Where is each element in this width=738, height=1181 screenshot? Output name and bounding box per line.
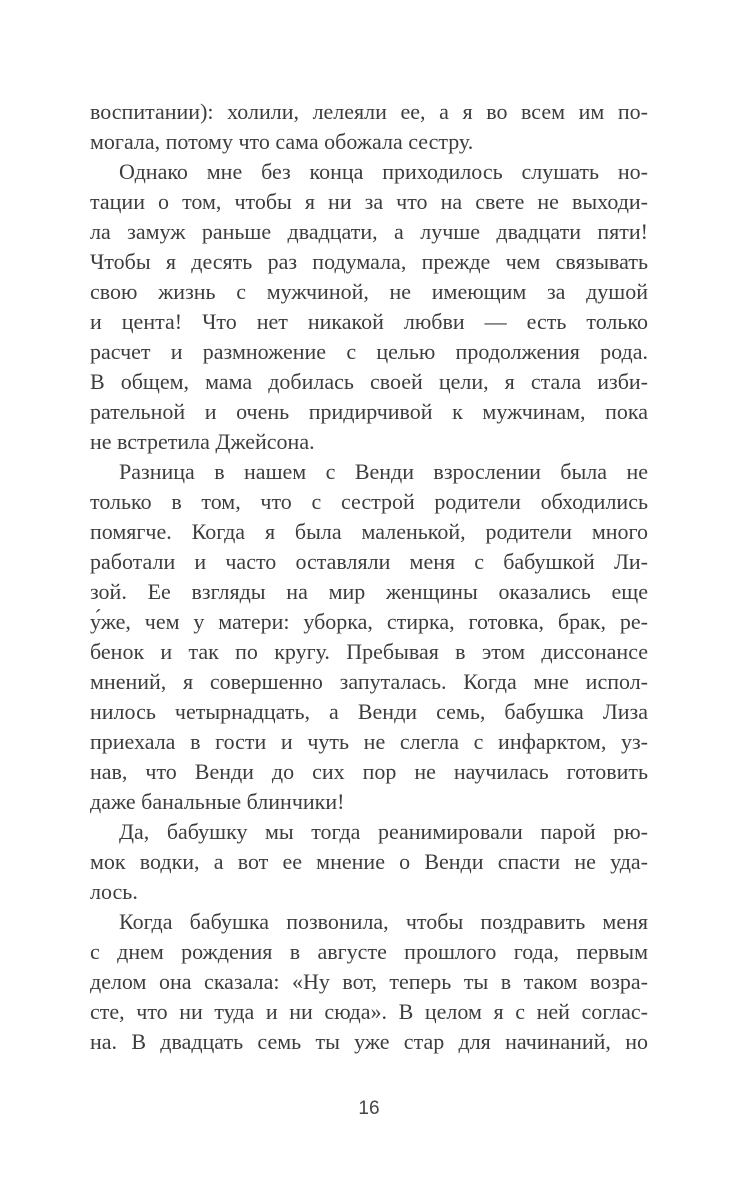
text-line: ла замуж раньше двадцати, а лучше двадцати пяти! (90, 219, 648, 244)
text-line: даже банальные блинчики! (90, 789, 345, 814)
text-line: нилось четырнадцать, а Венди семь, бабушка Лиза (90, 699, 648, 724)
paragraph (90, 457, 648, 817)
text-line: работали и часто оставляли меня с бабушкой Ли- (90, 549, 648, 574)
text-line: не встретила Джейсона. (90, 429, 315, 454)
text-line: сте, что ни туда и ни сюда». В целом я с ней соглас- (90, 999, 648, 1024)
text-line: приехала в гости и чуть не слегла с инфарктом, уз- (90, 729, 648, 754)
text-line: с днем рождения в августе прошлого года, первым (90, 939, 648, 964)
text-line: Да, бабушку мы тогда реанимировали парой рю- (119, 819, 648, 844)
text-line: свою жизнь с мужчиной, не имеющим за душой (90, 279, 648, 304)
text-line: В общем, мама добилась своей цели, я стала изби- (90, 369, 648, 394)
text-line: расчет и размножение с целью продолжения рода. (90, 339, 648, 364)
text-line: на. В двадцать семь ты уже стар для начинаний, но (90, 1029, 648, 1054)
paragraph (90, 817, 648, 907)
text-line: тации о том, чтобы я ни за что на свете не выходи- (90, 189, 648, 214)
paragraph (90, 157, 648, 457)
text-line: Разница в нашем с Венди взрослении была не (119, 459, 648, 484)
text-line: Однако мне без конца приходилось слушать но- (119, 159, 648, 184)
text-line: лось. (90, 879, 138, 904)
text-line: нав, что Венди до сих пор не научилась готовить (90, 759, 648, 784)
paragraph (90, 97, 648, 157)
text-line: Когда бабушка позвонила, чтобы поздравить меня (119, 909, 648, 934)
text-line: мнений, я совершенно запуталась. Когда мне испол- (90, 669, 648, 694)
text-line: помягче. Когда я была маленькой, родители много (90, 519, 648, 544)
text-line: только в том, что с сестрой родители обходились (90, 489, 648, 514)
text-line: зой. Ее взгляды на мир женщины оказались еще (90, 579, 648, 604)
text-line: могала, потому что сама обожала сестру. (90, 129, 474, 154)
text-line: делом она сказала: «Ну вот, теперь ты в таком возра- (90, 969, 648, 994)
text-line: мок водки, а вот ее мнение о Венди спасти не уда- (90, 849, 648, 874)
text-line: и цента! Что нет никакой любви — есть только (90, 309, 648, 334)
text-line: рательной и очень придирчивой к мужчинам, пока (90, 399, 648, 424)
text-line: бенок и так по кругу. Пребывая в этом диссонансе (90, 639, 648, 664)
text-line: у́же, чем у матери: уборка, стирка, готовка, брак, ре- (90, 609, 648, 634)
page-text (90, 97, 648, 1057)
text-line: Чтобы я десять раз подумала, прежде чем связывать (90, 249, 648, 274)
paragraph (90, 907, 648, 1057)
text-line: воспитании): холили, лелеяли ее, а я во всем им по- (90, 99, 648, 124)
page-number: 16 (358, 1098, 380, 1119)
